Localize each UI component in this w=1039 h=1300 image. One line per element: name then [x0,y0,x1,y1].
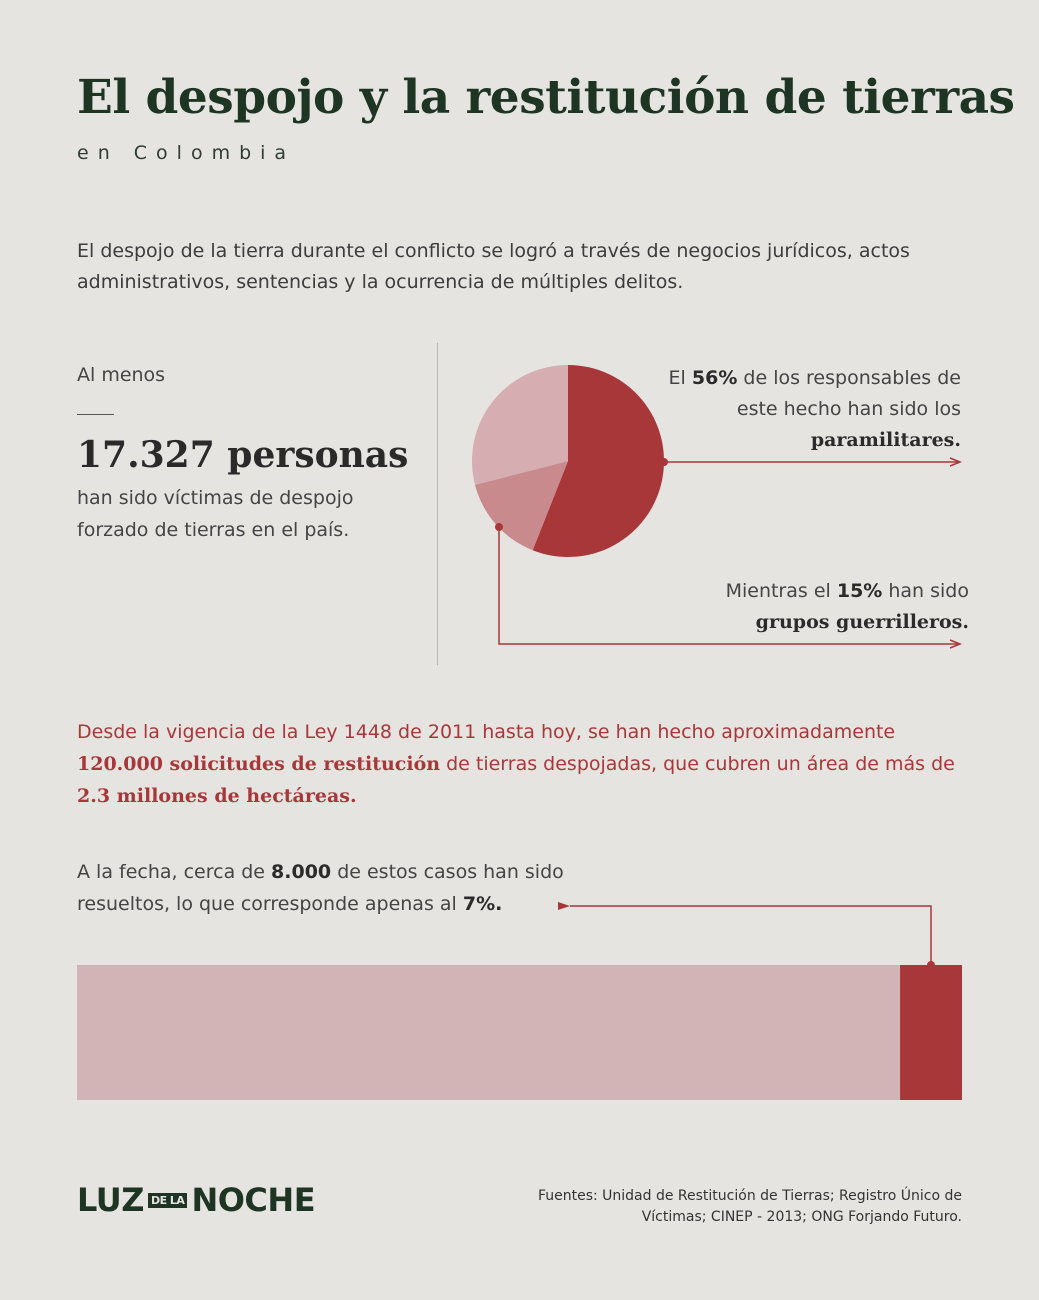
resueltos-pct: 7%. [462,893,503,915]
ley-solicitudes: 120.000 solicitudes de restitución [77,753,441,775]
leader-dot-56 [660,458,668,466]
callout-guerrilleros [649,576,969,638]
ley-hectareas: 2.3 millones de hectáreas. [77,785,357,807]
victims-description: han sido víctimas de despojo forzado de tierras en el país. [77,487,354,541]
victims-number: 17.327 personas [77,434,409,476]
callout-15-pre: Mientras el [725,580,837,602]
brand-logo [77,1181,315,1219]
callout-15-group: grupos guerrilleros. [755,611,969,633]
sources-text: Fuentes: Unidad de Restitución de Tierras; Registro Único de Víctimas; CINEP - 2013; ONG Forjando Futuro. [537,1188,962,1225]
intro-text: El despojo de la tierra durante el conflicto se logró a través de negocios jurídicos, actos administrativos, sentencias y la ocurrencia de múltiples delitos. [77,240,910,293]
bar-segments [77,965,962,1100]
logo-luz: LUZ [77,1181,144,1219]
bar-segment-resolved [900,965,962,1100]
callout-15-mid: han sido [882,580,969,602]
page-subtitle: en Colombia [77,142,296,164]
resueltos-count: 8.000 [271,861,332,883]
bar-segment-pending [77,965,900,1100]
leader-dot-7 [927,961,935,969]
callout-56-group: paramilitares. [810,429,961,451]
callout-paramilitares [641,363,961,456]
leader-dot-15 [495,523,503,531]
resueltos-paragraph [77,856,637,920]
resueltos-pre: A la fecha, cerca de [77,861,272,883]
page-title: El despojo y la restitución de tierras [77,70,1015,125]
callout-56-mid: de los responsables de este hecho han sido los [736,367,961,420]
ley-mid: de tierras despojadas, que cubren un área de más de [440,753,955,775]
victims-lead: Al menos [77,364,166,386]
resueltos-mid: de estos casos han sido resueltos, lo que corresponde apenas al [77,861,564,915]
callout-56-pre: El [668,367,692,389]
callout-15-pct: 15% [836,580,883,602]
ley-paragraph [77,716,977,812]
logo-noche: NOCHE [191,1181,316,1219]
ley-pre: Desde la vigencia de la Ley 1448 de 2011 hasta hoy, se han hecho aproximadamente [77,721,896,743]
callout-56-pct: 56% [691,367,738,389]
logo-dela: DE LA [148,1193,188,1208]
